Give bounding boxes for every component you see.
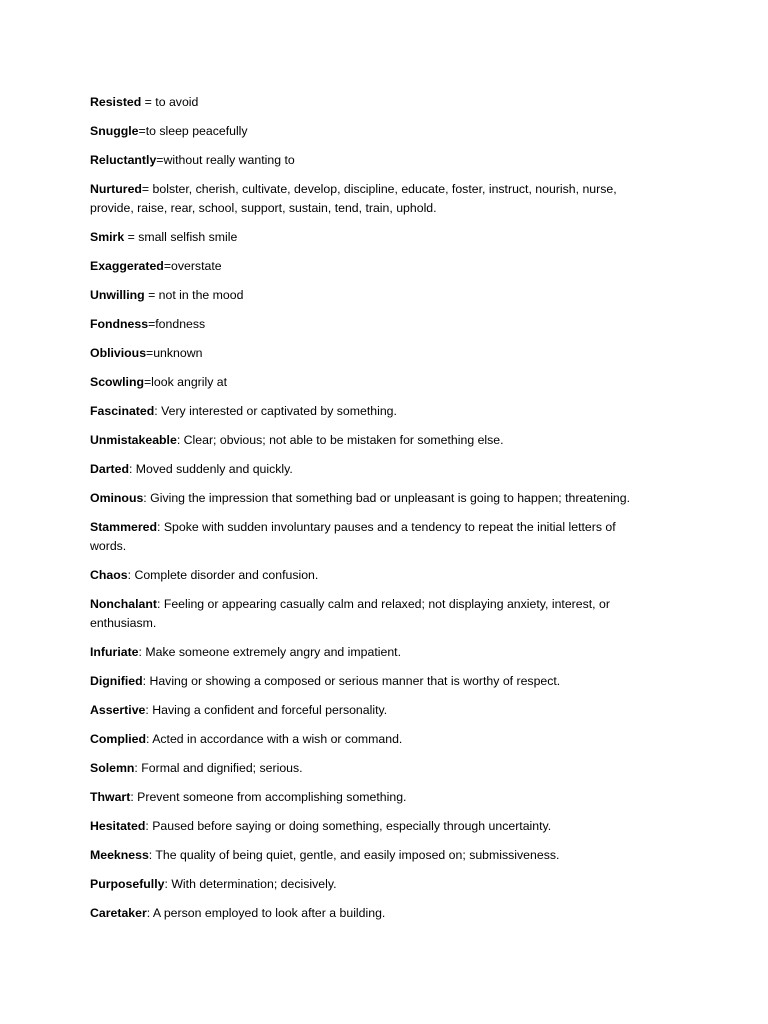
vocab-separator: = [124,230,139,244]
vocab-entry [90,518,650,556]
vocab-definition: Having a confident and forceful personality. [152,703,388,717]
vocab-entry [90,489,650,508]
vocab-entry [90,817,650,836]
vocab-entry [90,759,650,778]
vocab-term: Fascinated [90,404,155,418]
vocab-term: Smirk [90,230,125,244]
vocab-entry [90,151,650,170]
vocab-separator: = [144,288,159,302]
vocab-definition: unknown [153,346,203,360]
vocab-definition: Make someone extremely angry and impatient. [145,645,401,659]
vocab-entry [90,672,650,691]
vocab-entry [90,846,650,865]
vocab-definition: Having or showing a composed or serious manner that is worthy of respect. [149,674,561,688]
vocab-term: Assertive [90,703,146,717]
vocab-separator: : [142,674,150,688]
vocab-separator: : [148,848,156,862]
vocab-term: Infuriate [90,645,139,659]
vocab-term: Thwart [90,790,131,804]
vocab-definition: Clear; obvious; not able to be mistaken for something else. [183,433,504,447]
vocab-entry [90,701,650,720]
vocab-separator: = [156,153,164,167]
vocab-entry [90,122,650,141]
vocabulary-list [90,93,650,933]
vocab-entry [90,460,650,479]
vocab-separator: : [145,703,153,717]
vocab-separator: = [146,346,154,360]
vocab-term: Stammered [90,520,157,534]
vocab-entry [90,875,650,894]
vocab-definition: without really wanting to [163,153,295,167]
vocab-separator: : [146,906,153,920]
vocab-term: Purposefully [90,877,165,891]
vocab-entry [90,730,650,749]
vocab-entry [90,344,650,363]
vocab-entry [90,566,650,585]
vocab-term: Unmistakeable [90,433,177,447]
vocab-definition: not in the mood [158,288,244,302]
vocab-entry [90,180,650,218]
vocab-term: Chaos [90,568,128,582]
vocab-separator: = [138,124,146,138]
vocab-definition: With determination; decisively. [171,877,337,891]
vocab-definition: small selfish smile [138,230,238,244]
vocab-term: Reluctantly [90,153,157,167]
vocab-separator: = [163,259,171,273]
vocab-definition: Giving the impression that something bad or unpleasant is going to happen; threatening. [150,491,631,505]
vocab-entry [90,315,650,334]
vocab-entry [90,228,650,247]
vocab-separator: : [130,790,138,804]
vocab-definition: A person employed to look after a building. [152,906,386,920]
vocab-definition: Complete disorder and confusion. [134,568,319,582]
vocab-separator: : [176,433,184,447]
vocab-separator: : [154,404,162,418]
vocab-separator: : [156,520,164,534]
vocab-separator: : [145,819,153,833]
vocab-entry [90,257,650,276]
vocab-separator: = [141,95,156,109]
vocab-definition: Prevent someone from accomplishing something. [137,790,407,804]
vocab-definition: overstate [171,259,222,273]
vocab-separator: : [146,732,153,746]
vocab-definition: Feeling or appearing casually calm and relaxed; not displaying anxiety, interest, or enthusiasm. [90,597,610,630]
vocab-term: Snuggle [90,124,139,138]
vocab-entry [90,643,650,662]
vocab-definition: Very interested or captivated by something. [161,404,397,418]
vocab-definition: Formal and dignified; serious. [141,761,303,775]
vocab-term: Unwilling [90,288,145,302]
vocab-term: Oblivious [90,346,147,360]
vocab-definition: Spoke with sudden involuntary pauses and a tendency to repeat the initial letters of words. [90,520,616,553]
vocab-definition: Moved suddenly and quickly. [135,462,293,476]
vocab-separator: : [138,645,146,659]
vocab-entry [90,373,650,392]
vocab-separator: : [127,568,135,582]
vocab-separator: : [156,597,164,611]
vocab-entry [90,402,650,421]
vocab-definition: The quality of being quiet, gentle, and easily imposed on; submissiveness. [155,848,560,862]
vocab-entry [90,595,650,633]
vocab-entry [90,904,650,923]
vocab-definition: fondness [155,317,206,331]
vocab-term: Complied [90,732,147,746]
vocab-term: Resisted [90,95,142,109]
vocab-term: Dignified [90,674,143,688]
vocab-separator: = [148,317,156,331]
vocab-term: Darted [90,462,129,476]
vocab-definition: bolster, cherish, cultivate, develop, discipline, educate, foster, instruct, nourish, nurse, provide, raise, rear, school, support, sustain, tend, train, uphold. [90,182,617,215]
vocab-term: Scowling [90,375,144,389]
vocab-term: Meekness [90,848,149,862]
vocab-term: Fondness [90,317,149,331]
vocab-definition: to avoid [155,95,199,109]
vocab-term: Nurtured [90,182,142,196]
vocab-entry [90,788,650,807]
vocab-term: Nonchalant [90,597,157,611]
vocab-definition: look angrily at [151,375,228,389]
vocab-term: Solemn [90,761,135,775]
vocab-separator: : [143,491,151,505]
vocab-separator: = [143,375,152,389]
vocab-separator: = [141,182,153,196]
vocab-separator: : [128,462,136,476]
vocab-term: Ominous [90,491,144,505]
vocab-definition: Paused before saying or doing something, especially through uncertainty. [152,819,552,833]
vocab-term: Exaggerated [90,259,164,273]
vocab-definition: Acted in accordance with a wish or command. [152,732,403,746]
vocab-separator: : [164,877,172,891]
vocab-entry [90,93,650,112]
vocab-separator: : [134,761,142,775]
vocab-definition: to sleep peacefully [145,124,248,138]
vocab-entry [90,431,650,450]
vocab-term: Hesitated [90,819,146,833]
vocab-entry [90,286,650,305]
vocab-term: Caretaker [90,906,147,920]
